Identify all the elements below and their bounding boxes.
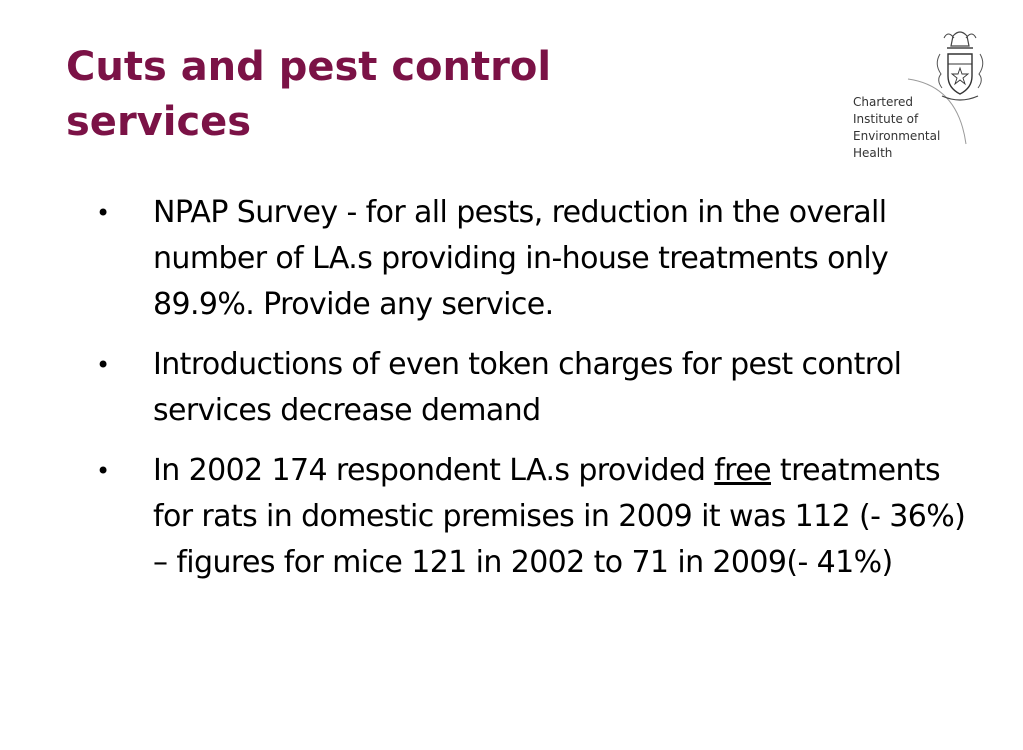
slide-title bbox=[66, 40, 666, 150]
bullet-item bbox=[92, 190, 972, 328]
bullet-item bbox=[92, 342, 972, 434]
bullet-dot-icon: • bbox=[96, 351, 110, 379]
bullet-text-after: treatments for rats in domestic premises in 2009 it was 112 (- 36%) – figures for mice 121 in 2002 to 71 in 2009(- 41%) bbox=[153, 453, 966, 580]
bullet-text-before: In 2002 174 respondent LA.s provided bbox=[153, 453, 715, 488]
logo-line-1: Chartered bbox=[853, 95, 914, 109]
logo-wordmark bbox=[853, 94, 940, 162]
bullet-dot-icon: • bbox=[96, 199, 110, 227]
cieh-logo bbox=[848, 24, 998, 172]
title-line-1: Cuts and pest control bbox=[66, 44, 552, 90]
bullet-item bbox=[92, 448, 972, 586]
bullet-text: NPAP Survey - for all pests, reduction in the overall number of LA.s providing in-house treatments only 89.9%. Provide any service. bbox=[153, 195, 889, 322]
logo-line-4: Health bbox=[853, 146, 893, 160]
bullet-list bbox=[92, 190, 972, 600]
bullet-text: Introductions of even token charges for pest control services decrease demand bbox=[153, 347, 902, 428]
bullet-dot-icon: • bbox=[96, 457, 110, 485]
bullet-text-underlined: free bbox=[714, 453, 771, 488]
title-line-2: services bbox=[66, 99, 252, 145]
logo-line-3: Environmental bbox=[853, 129, 941, 143]
logo-line-2: Institute of bbox=[853, 112, 919, 126]
